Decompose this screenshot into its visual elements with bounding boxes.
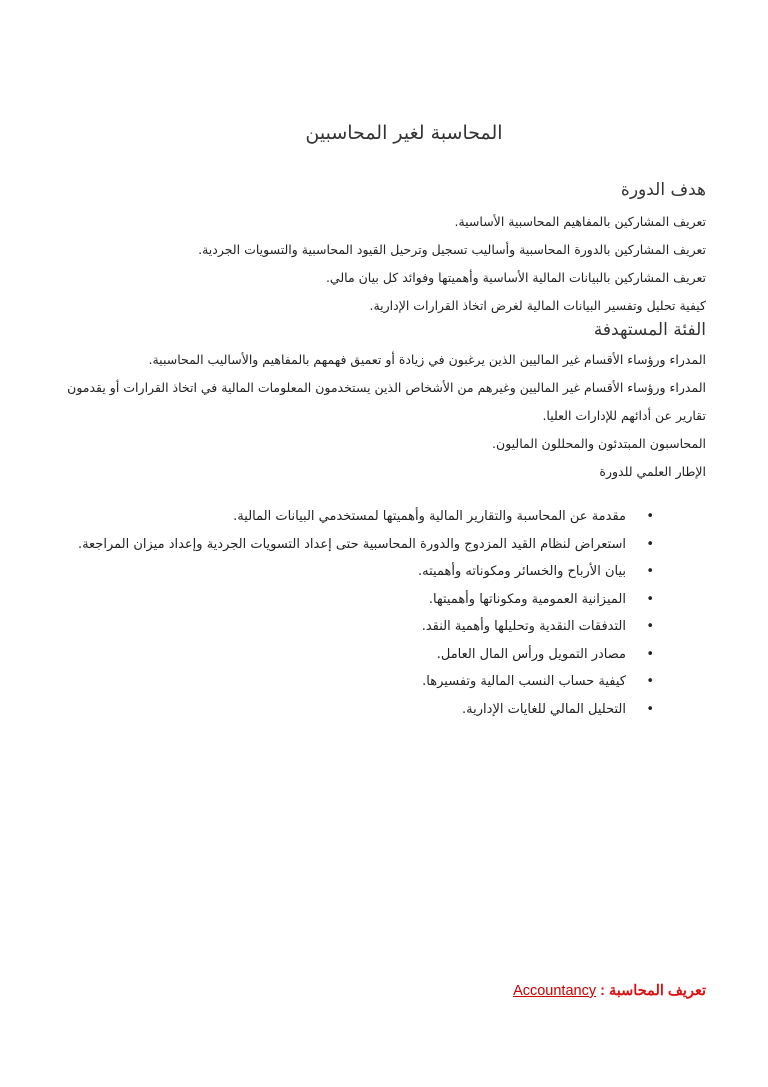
list-item: • التحليل المالي للغايات الإدارية. xyxy=(72,696,626,724)
framework-heading: الإطار العلمي للدورة xyxy=(599,464,706,479)
audience-body xyxy=(60,346,706,486)
objective-item: تعريف المشاركين بالبيانات المالية الأساسية وأهميتها وفوائد كل بيان مالي. xyxy=(325,270,706,285)
document-title: المحاسبة لغير المحاسبين xyxy=(305,122,503,144)
footer-english-term: Accountancy xyxy=(513,983,597,999)
list-item: • كيفية حساب النسب المالية وتفسيرها. xyxy=(72,668,626,696)
list-item: • التدفقات النقدية وتحليلها وأهمية النقد. xyxy=(72,613,626,641)
objective-item: كيفية تحليل وتفسير البيانات المالية لغرض اتخاذ القرارات الإدارية. xyxy=(369,298,706,313)
list-item: • استعراض لنظام القيد المزدوج والدورة المحاسبية حتى إعداد التسويات الجردية وإعداد ميزان المراجعة. xyxy=(72,531,626,559)
framework-list xyxy=(72,503,626,723)
audience-paragraph: المحاسبون المبتدئون والمحللون الماليون. xyxy=(492,436,706,451)
audience-paragraph: المدراء ورؤساء الأقسام غير الماليين الذين يرغبون في زيادة أو تعميق فهمهم بالمفاهيم والأساليب المحاسبية. xyxy=(148,352,706,367)
list-item: • مصادر التمويل ورأس المال العامل. xyxy=(72,641,626,669)
list-item: • مقدمة عن المحاسبة والتقارير المالية وأهميتها لمستخدمي البيانات المالية. xyxy=(72,503,626,531)
list-item: • بيان الأرباح والخسائر ومكوناته وأهميته. xyxy=(72,558,626,586)
objective-item: تعريف المشاركين بالدورة المحاسبية وأساليب تسجيل وترحيل القيود المحاسبية والتسويات الجردية. xyxy=(198,242,706,257)
audience-section xyxy=(60,320,706,340)
objective-list xyxy=(60,208,706,320)
accountancy-definition-heading xyxy=(513,983,706,999)
footer-arabic-label: تعريف المحاسبة : xyxy=(600,983,706,999)
objective-item: تعريف المشاركين بالمفاهيم المحاسبية الأساسية. xyxy=(454,214,706,229)
course-objective-section xyxy=(60,180,706,200)
audience-paragraph: المدراء ورؤساء الأقسام غير الماليين وغيرهم من الأشخاص الذين يستخدمون المعلومات المالية في اتخاذ القرارات أو يقدمون تقارير عن أدائهم للإدارات العليا. xyxy=(67,380,706,423)
objective-heading: هدف الدورة xyxy=(620,180,706,200)
audience-heading: الفئة المستهدفة xyxy=(593,320,706,340)
list-item: • الميزانية العمومية ومكوناتها وأهميتها. xyxy=(72,586,626,614)
